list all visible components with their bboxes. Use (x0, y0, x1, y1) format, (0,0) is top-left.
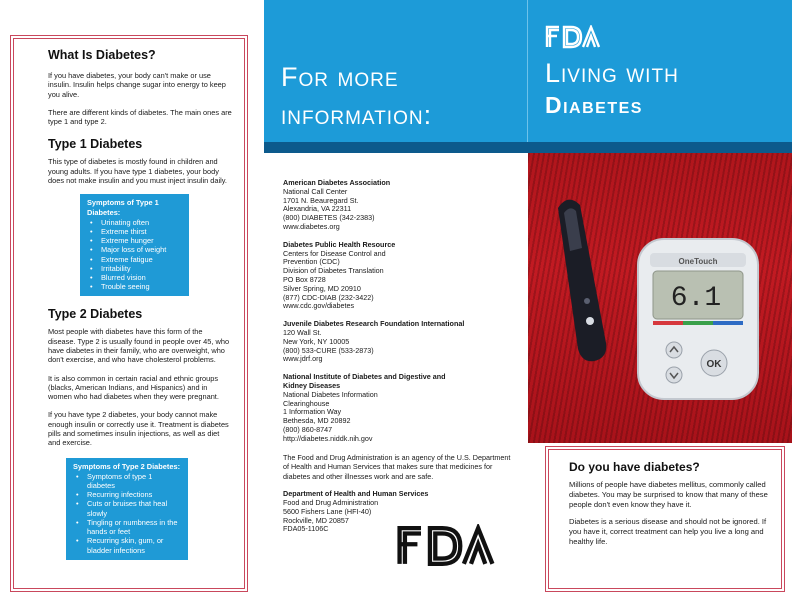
resources-list (283, 179, 513, 543)
resource-line: Food and Drug Administration (283, 498, 379, 508)
resource-line: (800) DIABETES (342-2383) (283, 213, 375, 223)
resource-line: Prevention (CDC) (283, 257, 340, 267)
type2-paragraph-3: If you have type 2 diabetes, your body cannot make enough insulin or correctly use it. Treatment is diabetes pills and sometimes insulin injections, as well as diet and exercise. (48, 410, 229, 448)
resource-ada (283, 179, 513, 232)
question-heading: Do you have diabetes? (569, 460, 700, 474)
glucose-meter-icon (638, 239, 758, 399)
what-is-diabetes-paragraph-1: If you have diabetes, your body can't make or use insulin. Insulin helps change sugar into energy to keep you alive. (48, 71, 226, 99)
list-item: • Irritability (101, 264, 183, 273)
resource-link[interactable]: www.cdc.gov/diabetes (283, 301, 355, 311)
resource-cdc (283, 241, 513, 311)
resource-name: Diabetes Public Health Resource (283, 239, 396, 249)
list-item: • Extreme hunger (101, 236, 183, 245)
list-item: • Symptoms of type 1 diabetes (87, 472, 182, 490)
for-more-line-2: information: (281, 100, 433, 130)
list-item: • Trouble seeing (101, 282, 183, 291)
resource-jdrf (283, 320, 513, 364)
for-more-line-1: For more (281, 62, 399, 92)
resource-line: 120 Wall St. (283, 327, 322, 337)
type1-symptoms-box (80, 194, 189, 296)
resource-name: Department of Health and Human Services (283, 489, 429, 499)
resource-line: Rockville, MD 20857 (283, 515, 349, 525)
resource-link[interactable]: www.diabetes.org (283, 221, 340, 231)
resource-line: Centers for Disease Control and (283, 248, 386, 258)
resource-line: PO Box 8728 (283, 274, 326, 284)
question-paragraph-2: Diabetes is a serious disease and should not be ignored. If you have it, correct treatment can help you live a long and healthy life. (569, 517, 767, 546)
meter-reading-text: 6.1 (670, 283, 722, 314)
type2-symptoms-title: Symptoms of Type 2 Diabetes: (73, 461, 181, 471)
resource-line: National Call Center (283, 186, 348, 196)
list-item: • Extreme fatigue (101, 255, 183, 264)
resource-link[interactable]: http://diabetes.niddk.nih.gov (283, 433, 373, 443)
publication-number: FDA05-1106C (283, 524, 329, 534)
resource-line: Bethesda, MD 20892 (283, 416, 351, 426)
what-is-diabetes-paragraph-2: There are different kinds of diabetes. The main ones are type 1 and type 2. (48, 107, 232, 127)
list-item: • Blurred vision (101, 273, 183, 282)
for-more-information-heading (281, 58, 521, 134)
type1-paragraph: This type of diabetes is mostly found in children and young adults. If you have type 1 diabetes, your body does not make insulin and you must inject insulin daily. (48, 157, 227, 186)
panel-divider (527, 0, 528, 142)
type2-heading: Type 2 Diabetes (48, 307, 143, 322)
do-you-have-diabetes-box (545, 446, 785, 592)
meter-brand-text: OneTouch (678, 257, 718, 266)
resource-line: Division of Diabetes Translation (283, 266, 384, 276)
list-item: • Major loss of weight (101, 245, 183, 254)
list-item: • Extreme thirst (101, 227, 183, 236)
header-band-stripe (264, 142, 792, 153)
type2-symptoms-list (73, 472, 182, 555)
type1-heading: Type 1 Diabetes (48, 137, 143, 152)
resource-line: National Diabetes Information (283, 389, 378, 399)
resource-line: 1701 N. Beauregard St. (283, 195, 359, 205)
list-item: • Tingling or numbness in the hands or feet (87, 518, 182, 536)
list-item: • Urinating often (101, 218, 183, 227)
resource-name: National Institute of Diabetes and Digestive and Kidney Diseases (283, 372, 446, 390)
what-is-diabetes-panel (10, 35, 248, 592)
resource-line: (877) CDC-DIAB (232-3422) (283, 292, 374, 302)
resource-line: (800) 860-8747 (283, 424, 333, 434)
resource-line: 1 Information Way (283, 407, 342, 417)
resource-line: Silver Spring, MD 20910 (283, 283, 361, 293)
list-item: • Recurring skin, gum, or bladder infections (87, 536, 182, 554)
diabetes-title: Diabetes (545, 92, 643, 118)
type1-symptoms-list (87, 218, 183, 292)
meter-ok-text: OK (706, 359, 722, 370)
type2-paragraph-1: Most people with diabetes have this form of the disease. Type 2 is usually found in people over 45, who have diabetes in their family, who are overweight, who don't exercise, and who have cholesterol problems. (48, 327, 230, 365)
question-paragraph-1: Millions of people have diabetes mellitus, commonly called diabetes. You may be surprised to know that many of these people don't even know they have it. (569, 480, 768, 509)
type2-paragraph-2: It is also common in certain racial and ethnic groups (blacks, American Indians, and Hispanics) and in women who had diabetes when they were pregnant. (48, 373, 219, 402)
resource-line: Alexandria, VA 22311 (283, 204, 352, 214)
list-item: • Recurring infections (87, 490, 182, 499)
type1-symptoms-title: Symptoms of Type 1 Diabetes: (87, 198, 159, 217)
fda-logo-icon (396, 524, 496, 568)
type2-symptoms-box (66, 458, 188, 560)
resource-line: Clearinghouse (283, 398, 330, 408)
resource-line: (800) 533-CURE (533-2873) (283, 345, 374, 355)
list-item: • Cuts or bruises that heal slowly (87, 499, 182, 517)
what-is-diabetes-heading: What Is Diabetes? (48, 48, 156, 62)
resource-name: Juvenile Diabetes Research Foundation International (283, 319, 465, 329)
resource-line: 5600 Fishers Lane (HFI-40) (283, 506, 372, 516)
fda-logo-icon (545, 25, 601, 49)
glucose-meter-illustration (528, 153, 792, 443)
living-with-title: Living with (545, 58, 679, 88)
lancing-device-icon (558, 200, 606, 362)
resource-line: New York, NY 10005 (283, 336, 350, 346)
glucose-meter-photo (528, 153, 792, 443)
fda-statement: The Food and Drug Administration is an agency of the U.S. Department of Health and Human Services that makes sure that medicines for diabetes and other illnesses work and are safe. (283, 452, 511, 481)
resource-name: American Diabetes Association (283, 178, 391, 187)
resource-niddk (283, 373, 513, 443)
resource-link[interactable]: www.jdrf.org (283, 354, 323, 364)
